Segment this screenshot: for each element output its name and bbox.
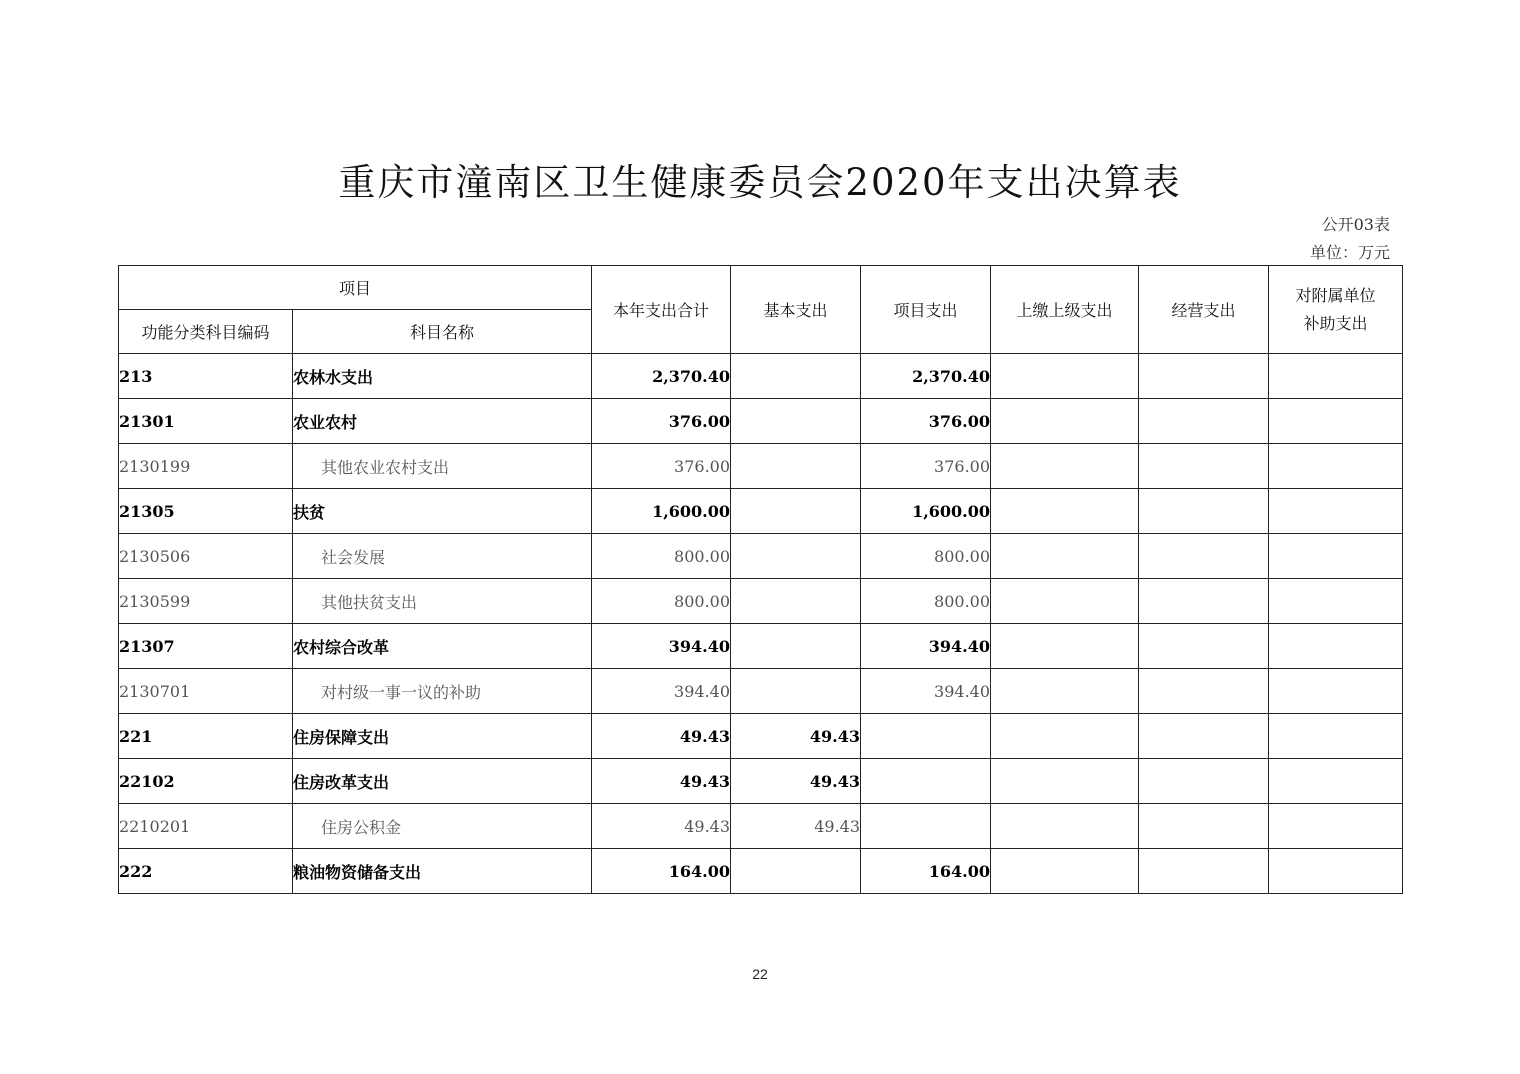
header-name: 科目名称: [293, 310, 592, 354]
cell-subsidy: [1269, 444, 1403, 489]
cell-name: 社会发展: [293, 534, 592, 579]
cell-total: 2,370.40: [592, 354, 731, 399]
header-subsidy-line2: 补助支出: [1303, 313, 1368, 333]
cell-upper: [991, 624, 1139, 669]
cell-basic: [731, 624, 861, 669]
cell-basic: [731, 534, 861, 579]
table-row: [119, 759, 1403, 804]
cell-code: 221: [119, 714, 293, 759]
cell-business: [1139, 669, 1269, 714]
form-number: 公开03表: [1321, 215, 1390, 234]
cell-subsidy: [1269, 669, 1403, 714]
table-row: [119, 444, 1403, 489]
cell-project: 164.00: [861, 849, 991, 894]
cell-upper: [991, 669, 1139, 714]
cell-project: 394.40: [861, 624, 991, 669]
cell-subsidy: [1269, 489, 1403, 534]
cell-basic: [731, 444, 861, 489]
cell-upper: [991, 714, 1139, 759]
cell-code: 213: [119, 354, 293, 399]
table-row: [119, 624, 1403, 669]
cell-project: 800.00: [861, 579, 991, 624]
table-row: [119, 849, 1403, 894]
table-row: [119, 489, 1403, 534]
cell-subsidy: [1269, 759, 1403, 804]
cell-business: [1139, 624, 1269, 669]
cell-basic: 49.43: [731, 759, 861, 804]
page-title: 重庆市潼南区卫生健康委员会2020年支出决算表: [338, 161, 1182, 204]
cell-subsidy: [1269, 534, 1403, 579]
cell-total: 49.43: [592, 804, 731, 849]
cell-name: 农村综合改革: [293, 624, 592, 669]
cell-subsidy: [1269, 804, 1403, 849]
cell-basic: [731, 849, 861, 894]
table-body: [119, 354, 1403, 894]
cell-name: 对村级一事一议的补助: [293, 669, 592, 714]
table-row: [119, 669, 1403, 714]
cell-project: 1,600.00: [861, 489, 991, 534]
cell-business: [1139, 849, 1269, 894]
cell-business: [1139, 354, 1269, 399]
cell-basic: [731, 579, 861, 624]
cell-name: 住房保障支出: [293, 714, 592, 759]
header-subsidy: [1269, 266, 1403, 354]
cell-total: 49.43: [592, 759, 731, 804]
cell-business: [1139, 489, 1269, 534]
cell-name: 其他农业农村支出: [293, 444, 592, 489]
cell-code: 21307: [119, 624, 293, 669]
cell-project: [861, 804, 991, 849]
cell-basic: [731, 489, 861, 534]
cell-business: [1139, 714, 1269, 759]
cell-project: 376.00: [861, 399, 991, 444]
cell-code: 21305: [119, 489, 293, 534]
cell-subsidy: [1269, 354, 1403, 399]
cell-upper: [991, 759, 1139, 804]
cell-subsidy: [1269, 399, 1403, 444]
cell-code: 2210201: [119, 804, 293, 849]
cell-code: 2130199: [119, 444, 293, 489]
page-number: 22: [752, 966, 768, 982]
cell-basic: [731, 399, 861, 444]
cell-project: 376.00: [861, 444, 991, 489]
cell-total: 49.43: [592, 714, 731, 759]
cell-upper: [991, 354, 1139, 399]
cell-name: 其他扶贫支出: [293, 579, 592, 624]
cell-total: 1,600.00: [592, 489, 731, 534]
cell-business: [1139, 579, 1269, 624]
cell-business: [1139, 804, 1269, 849]
cell-total: 394.40: [592, 669, 731, 714]
cell-subsidy: [1269, 714, 1403, 759]
unit-label: 单位：万元: [1309, 243, 1390, 262]
cell-business: [1139, 399, 1269, 444]
cell-project: 2,370.40: [861, 354, 991, 399]
cell-code: 21301: [119, 399, 293, 444]
cell-subsidy: [1269, 849, 1403, 894]
cell-basic: [731, 669, 861, 714]
table-row: [119, 399, 1403, 444]
cell-total: 394.40: [592, 624, 731, 669]
cell-subsidy: [1269, 624, 1403, 669]
header-subsidy-line1: 对附属单位: [1295, 285, 1376, 305]
cell-name: 住房公积金: [293, 804, 592, 849]
cell-code: 2130506: [119, 534, 293, 579]
cell-project: 394.40: [861, 669, 991, 714]
cell-subsidy: [1269, 579, 1403, 624]
header-project: 项目: [119, 266, 592, 310]
cell-basic: 49.43: [731, 714, 861, 759]
cell-upper: [991, 399, 1139, 444]
cell-code: 22102: [119, 759, 293, 804]
cell-name: 农业农村: [293, 399, 592, 444]
table-row: [119, 534, 1403, 579]
table-row: [119, 804, 1403, 849]
header-business: 经营支出: [1139, 266, 1269, 354]
cell-name: 住房改革支出: [293, 759, 592, 804]
cell-total: 164.00: [592, 849, 731, 894]
cell-total: 376.00: [592, 399, 731, 444]
cell-name: 扶贫: [293, 489, 592, 534]
expenditure-table: [118, 265, 1403, 894]
table-row: [119, 579, 1403, 624]
cell-code: 222: [119, 849, 293, 894]
cell-total: 800.00: [592, 534, 731, 579]
header-total: 本年支出合计: [592, 266, 731, 354]
cell-basic: 49.43: [731, 804, 861, 849]
table-row: [119, 714, 1403, 759]
cell-code: 2130599: [119, 579, 293, 624]
cell-upper: [991, 849, 1139, 894]
cell-name: 农林水支出: [293, 354, 592, 399]
cell-total: 800.00: [592, 579, 731, 624]
cell-project: 800.00: [861, 534, 991, 579]
cell-business: [1139, 759, 1269, 804]
cell-name: 粮油物资储备支出: [293, 849, 592, 894]
header-project-expenditure: 项目支出: [861, 266, 991, 354]
cell-business: [1139, 444, 1269, 489]
cell-upper: [991, 579, 1139, 624]
cell-upper: [991, 804, 1139, 849]
cell-upper: [991, 444, 1139, 489]
header-code: 功能分类科目编码: [119, 310, 293, 354]
cell-project: [861, 714, 991, 759]
cell-upper: [991, 534, 1139, 579]
header-upper: 上缴上级支出: [991, 266, 1139, 354]
cell-total: 376.00: [592, 444, 731, 489]
cell-basic: [731, 354, 861, 399]
cell-upper: [991, 489, 1139, 534]
cell-project: [861, 759, 991, 804]
header-basic: 基本支出: [731, 266, 861, 354]
cell-code: 2130701: [119, 669, 293, 714]
cell-business: [1139, 534, 1269, 579]
table-row: [119, 354, 1403, 399]
